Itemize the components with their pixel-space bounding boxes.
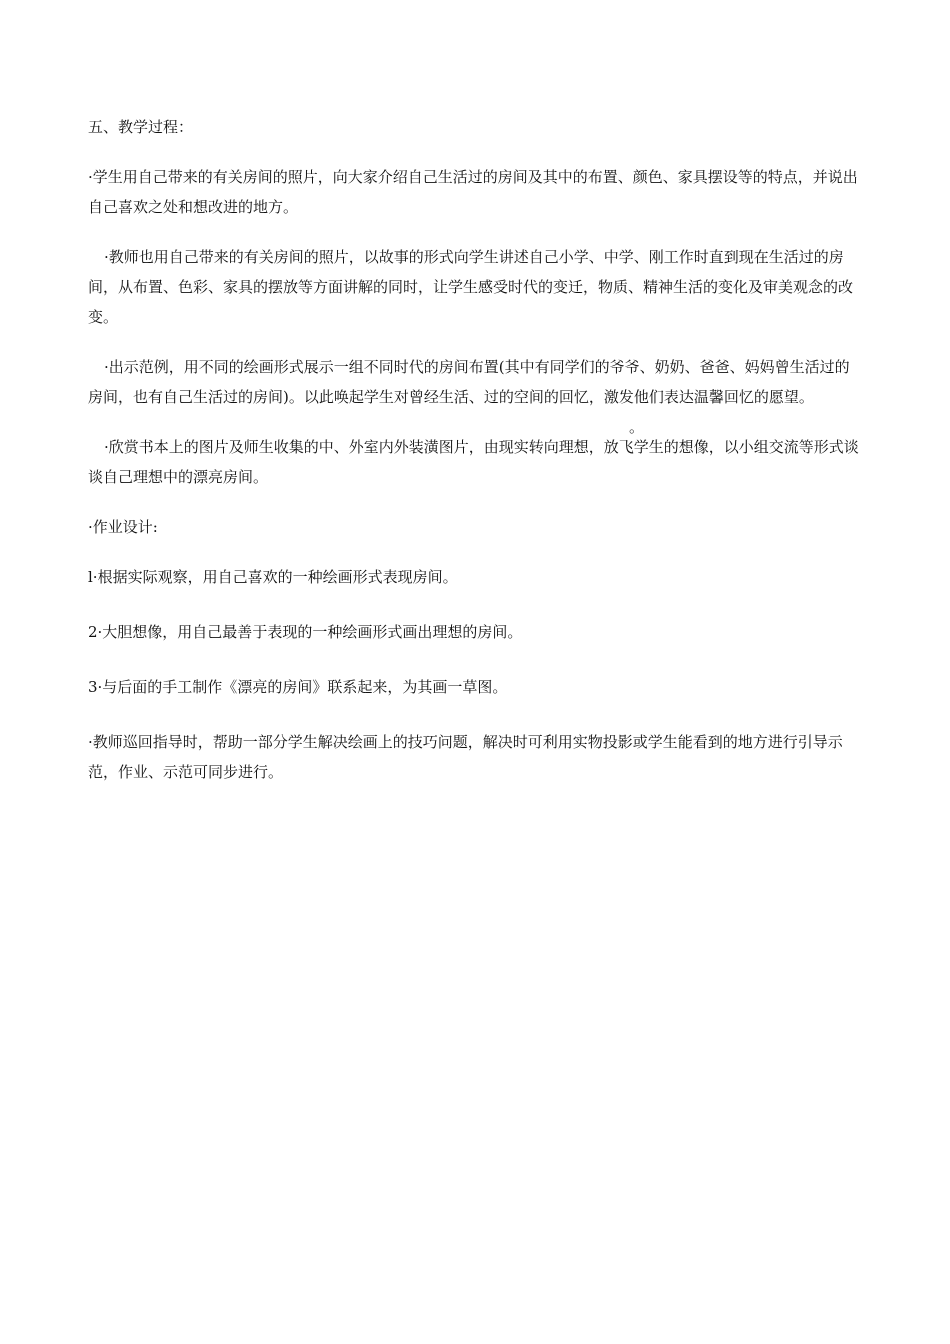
paragraph-appreciation: ·欣赏书本上的图片及师生收集的中、外室内外装潢图片，由现实转向理想，放飞学生的想像，以小组交流等形式谈谈自己理想中的漂亮房间。 xyxy=(88,438,859,486)
homework-title: ·作业设计: xyxy=(88,518,158,536)
paragraph-show-examples: ·出示范例，用不同的绘画形式展示一组不同时代的房间布置(其中有同学们的爷爷、奶奶、爸爸、妈妈曾生活过的房间，也有自己生活过的房间)。以此唤起学生对曾经生活、过的空间的回忆，激发他们表达温馨回忆的愿望。 xyxy=(88,358,850,406)
section-heading: 五、教学过程： xyxy=(88,118,194,136)
paragraph-example-wrapper xyxy=(88,352,864,436)
homework-item-1: l·根据实际观察，用自己喜欢的一种绘画形式表现房间。 xyxy=(88,568,458,586)
closing-paragraph: ·教师巡回指导时，帮助一部分学生解决绘画上的技巧问题，解决时可利用实物投影或学生能看到的地方进行引导示范，作业、示范可同步进行。 xyxy=(88,733,843,781)
homework-item-3: 3·与后面的手工制作《漂亮的房间》联系起来，为其画一草图。 xyxy=(88,678,508,696)
homework-item-2: 2·大胆想像，用自己最善于表现的一种绘画形式画出理想的房间。 xyxy=(88,623,523,641)
stray-period-mark: 。 xyxy=(629,418,645,436)
document-body xyxy=(88,112,864,807)
paragraph-student-intro: ·学生用自己带来的有关房间的照片，向大家介绍自己生活过的房间及其中的布置、颜色、家具摆设等的特点，并说出自己喜欢之处和想改进的地方。 xyxy=(88,168,858,216)
paragraph-teacher-story: ·教师也用自己带来的有关房间的照片，以故事的形式向学生讲述自己小学、中学、刚工作时直到现在生活过的房间，从布置、色彩、家具的摆放等方面讲解的同时，让学生感受时代的变迁，物质、精神生活的变化及审美观念的改变。 xyxy=(88,248,854,326)
